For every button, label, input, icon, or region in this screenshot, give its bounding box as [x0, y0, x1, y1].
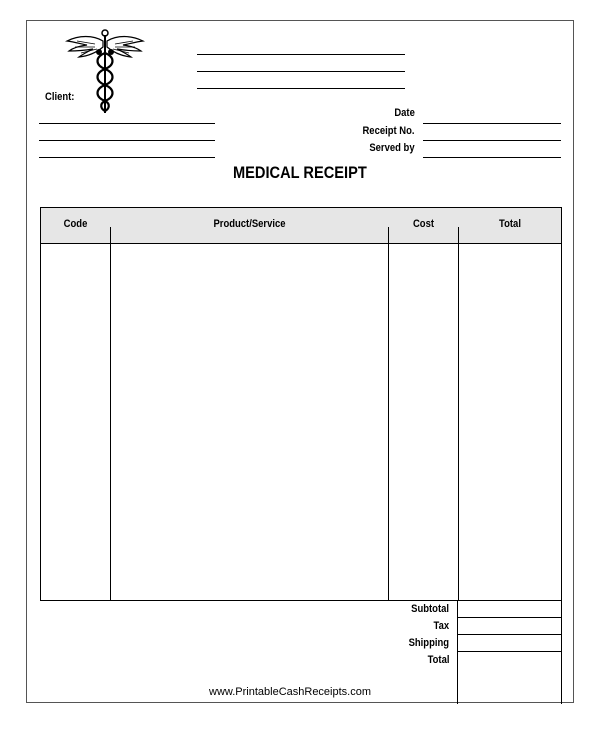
- client-line-1[interactable]: [39, 123, 215, 124]
- date-label: Date: [394, 107, 415, 119]
- items-table: [40, 207, 562, 601]
- shipping-field[interactable]: [457, 651, 561, 652]
- served-by-label: Served by: [369, 142, 415, 154]
- receipt-page: [26, 20, 574, 703]
- footer-url: www.PrintableCashReceipts.com: [209, 686, 372, 698]
- subtotal-label: Subtotal: [411, 603, 449, 615]
- address-line-1[interactable]: [197, 54, 405, 55]
- date-field[interactable]: [423, 123, 561, 124]
- total-label: Total: [427, 654, 449, 666]
- shipping-label: Shipping: [408, 637, 449, 649]
- caduceus-icon: [65, 27, 145, 117]
- column-divider: [388, 227, 389, 601]
- address-line-2[interactable]: [197, 71, 405, 72]
- address-line-3[interactable]: [197, 88, 405, 89]
- page-title: MEDICAL RECEIPT: [233, 163, 367, 182]
- column-header-total: Total: [499, 218, 521, 230]
- column-header-cost: Cost: [412, 218, 435, 230]
- client-line-2[interactable]: [39, 140, 215, 141]
- receipt-no-label: Receipt No.: [362, 125, 415, 137]
- tax-label: Tax: [433, 620, 449, 632]
- column-header-product-service: Product/Service: [213, 218, 286, 230]
- tax-field[interactable]: [457, 634, 561, 635]
- client-line-3[interactable]: [39, 157, 215, 158]
- column-divider: [458, 227, 459, 601]
- column-header-code: Code: [63, 218, 88, 230]
- receipt-no-field[interactable]: [423, 140, 561, 141]
- subtotal-field[interactable]: [457, 617, 561, 618]
- column-divider: [110, 227, 111, 601]
- totals-right-border: [561, 601, 562, 704]
- client-label: Client:: [45, 91, 75, 103]
- served-by-field[interactable]: [423, 157, 561, 158]
